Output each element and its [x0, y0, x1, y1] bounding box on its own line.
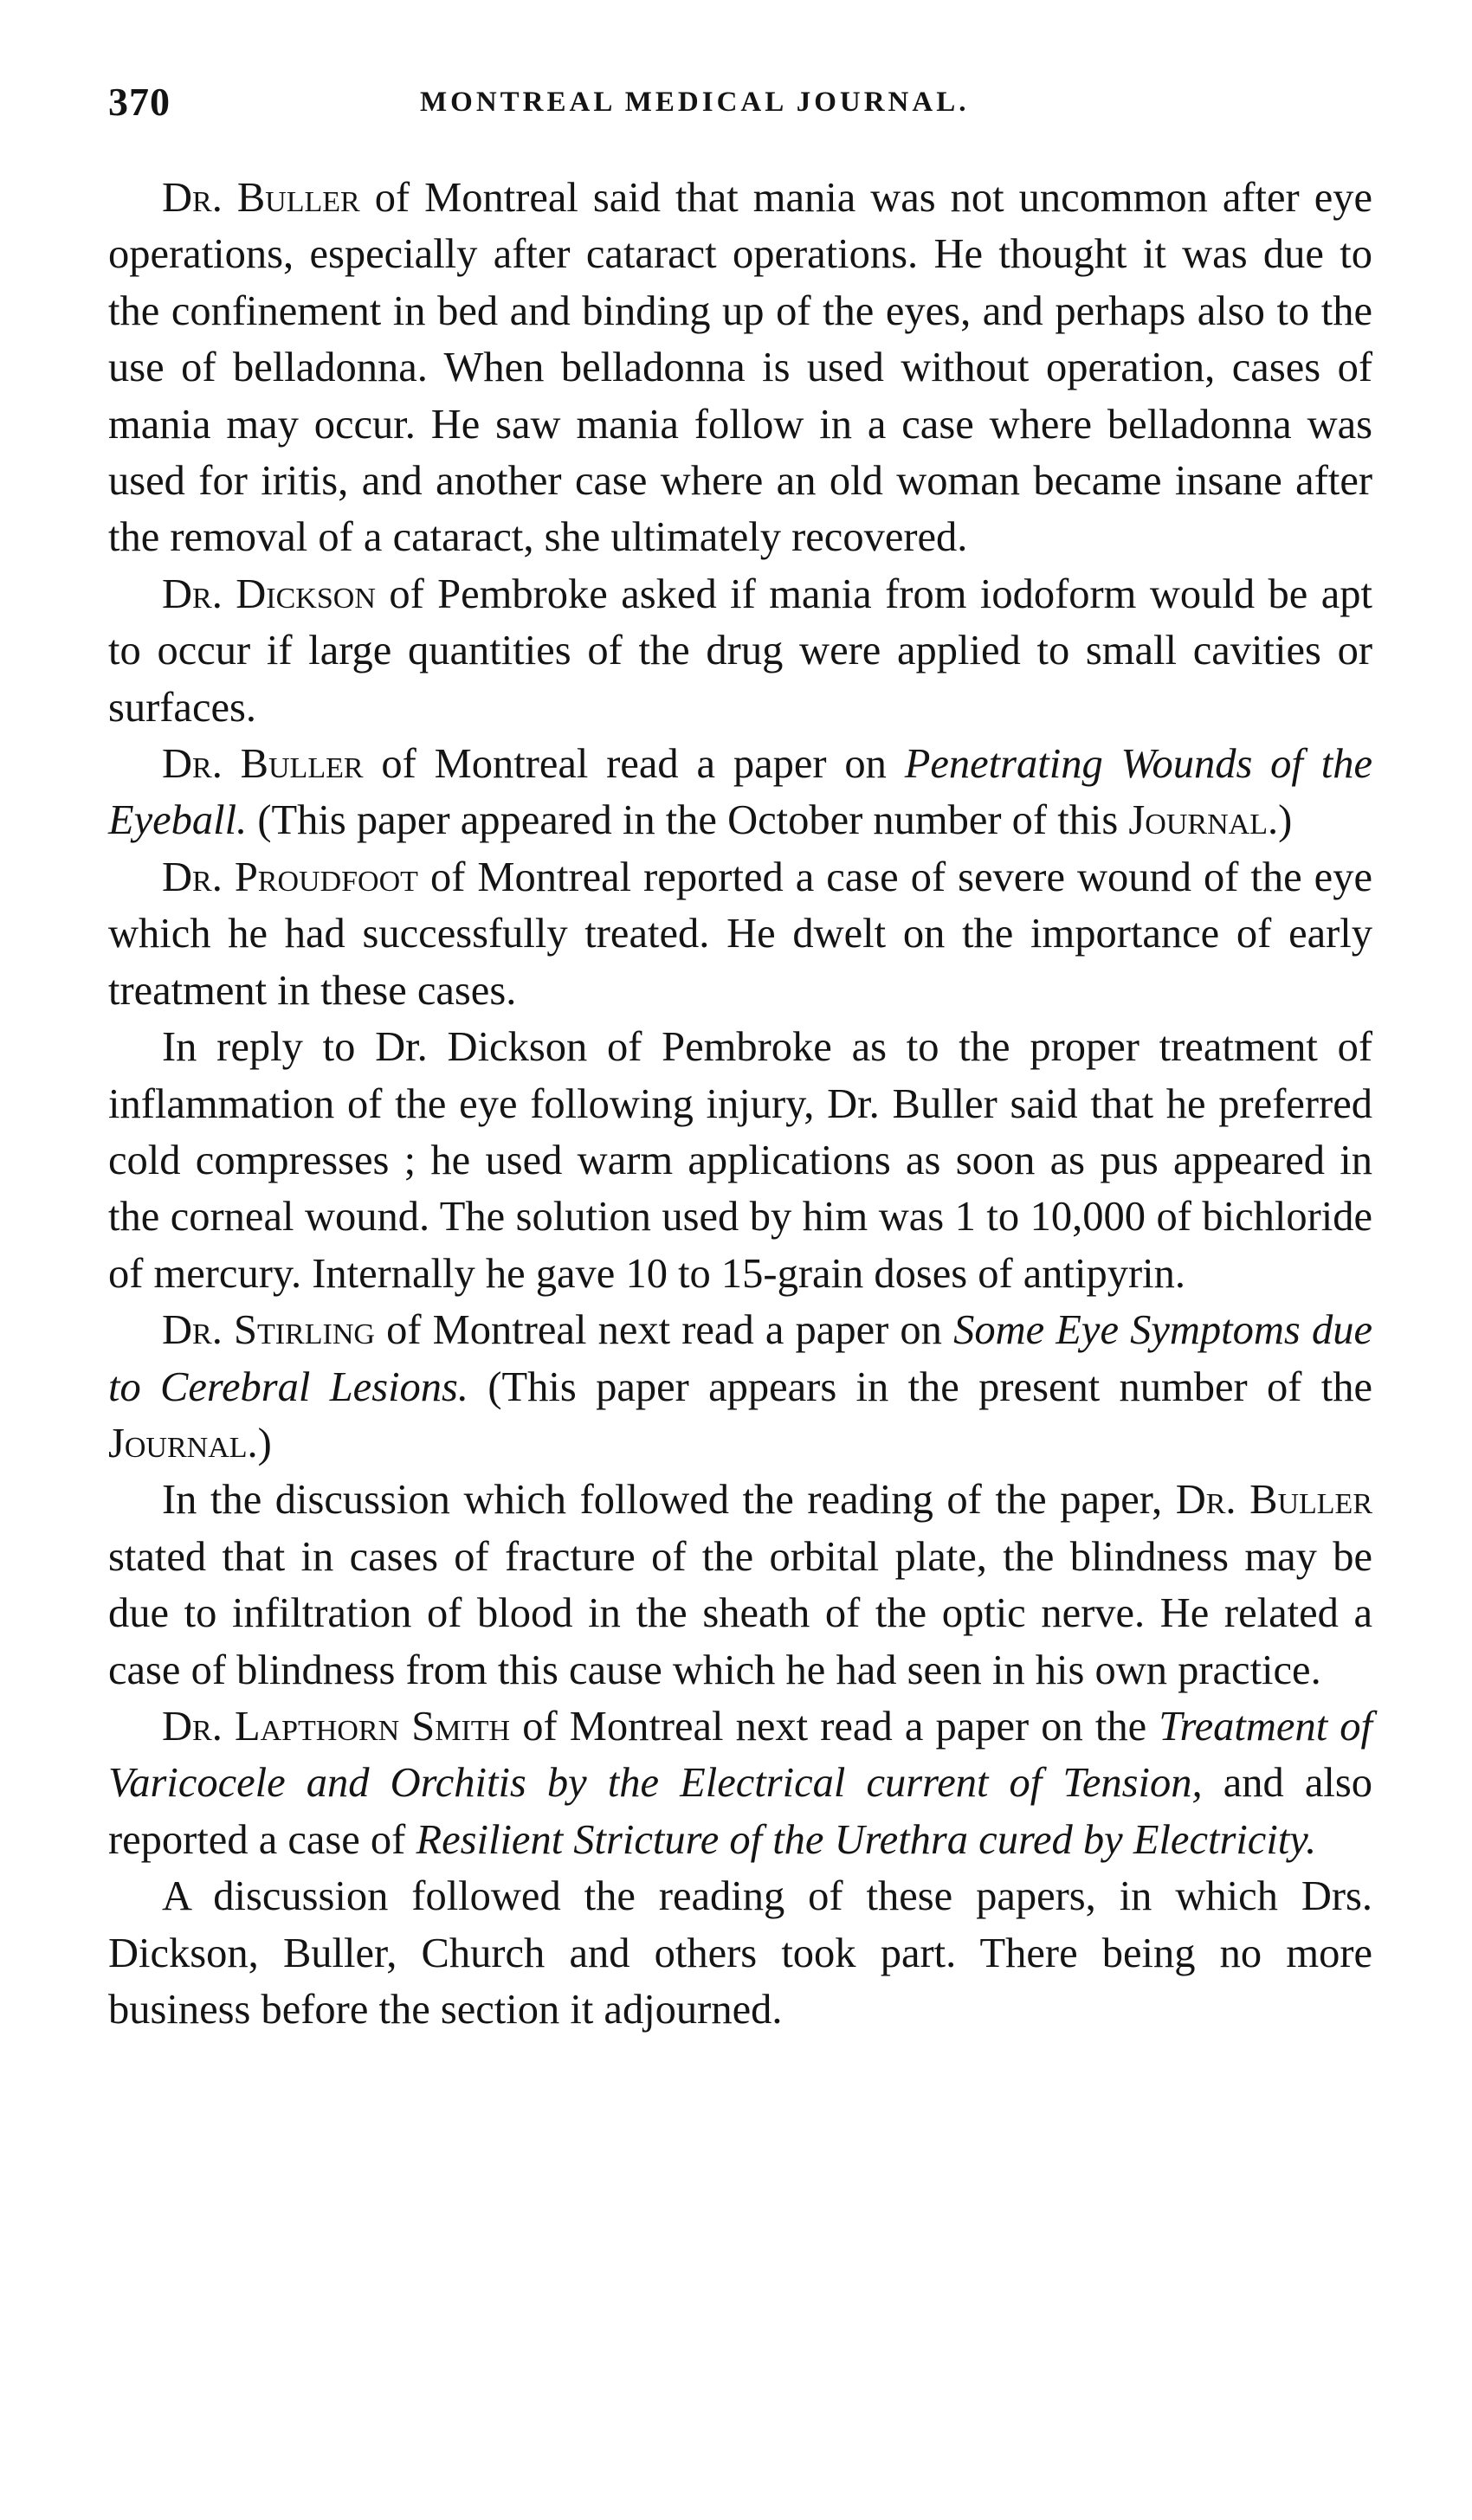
paragraph-text: of Montreal reported a case of severe wound of the eye which he had successfully treated. He dwelt on the importance of early treatment in these cases.: [108, 854, 1372, 1014]
paragraph-buller-mania: [108, 170, 1372, 566]
running-head: MONTREAL MEDICAL JOURNAL.: [420, 87, 970, 118]
paragraph-text: (This paper appeared in the October number of this: [247, 797, 1129, 844]
speaker-name: Dr. Buller: [162, 741, 364, 788]
speaker-name: Dr. Stirling: [162, 1307, 375, 1354]
paragraph-text: In the discussion which followed the reading of the paper,: [162, 1477, 1176, 1524]
paper-title: Some Eye Symptoms due to Cerebral Lesions.: [108, 1307, 1372, 1410]
paragraph-text: and also reported a case of: [108, 1760, 1372, 1863]
paragraph-lapthorn-smith: [108, 1698, 1372, 1868]
page-header: [108, 76, 1372, 128]
paragraph-discussion-buller: [108, 1472, 1372, 1698]
paragraph-text: (This paper appears in the present number of the: [468, 1363, 1372, 1410]
paper-title: Resilient Stricture of the Urethra cured by Electricity.: [416, 1816, 1317, 1863]
paper-title: Penetrating Wounds of the Eyeball.: [108, 741, 1372, 844]
paragraph-text: of Montreal next read a paper on: [374, 1307, 954, 1354]
paragraph-dickson-iodoform: [108, 566, 1372, 736]
journal-name: Journal: [1128, 797, 1268, 844]
paragraph-text: of Montreal read a paper on: [363, 741, 905, 788]
paragraph-stirling: [108, 1302, 1372, 1472]
speaker-name: Dr. Dickson: [162, 570, 376, 617]
paragraph-proudfoot: [108, 849, 1372, 1019]
paragraph-text: A discussion followed the reading of these papers, in which Drs. Dickson, Buller, Church and others took part. There being no more business before the section it adjourned.: [108, 1873, 1372, 2033]
paragraph-text: of Montreal next read a paper on the: [510, 1703, 1159, 1750]
paper-title: Treatment of Varicocele and Orchitis by the Electrical current of Tension,: [108, 1703, 1373, 1807]
paragraph-text: .): [247, 1420, 272, 1466]
page-number: 370: [108, 80, 171, 124]
paragraph-text: stated that in cases of fracture of the orbital plate, the blindness may be due to infiltration of blood in the sheath of the optic nerve. He related a case of blindness from this cause which he had seen in his own practice.: [108, 1533, 1372, 1693]
speaker-name: Dr. Lapthorn Smith: [162, 1703, 511, 1750]
paragraph-reply-dickson: [108, 1019, 1372, 1302]
paragraph-text: of Pembroke asked if mania from iodoform would be apt to occur if large quantities of the drug were applied to small cavities or surfaces.: [108, 570, 1372, 731]
article-body: [108, 170, 1372, 2038]
paragraph-buller-paper: [108, 736, 1372, 849]
paragraph-text: In reply to Dr. Dickson of Pembroke as to the proper treatment of inflammation of the eye following injury, Dr. Buller said that he preferred cold compresses ; he used warm applications as soon as pus appeared in the corneal wound. The solution used by him was 1 to 10,000 of bichloride of mercury. Internally he gave 10 to 15-grain doses of antipyrin.: [108, 1024, 1372, 1297]
paragraph-text: .): [1267, 797, 1293, 844]
journal-name: Journal: [108, 1420, 248, 1466]
paragraph-text: of Montreal said that mania was not uncommon after eye operations, especially after cataract operations. He thought it was due to the confinement in bed and binding up of the eyes, and perhaps also to the use of belladonna. When belladonna is used without operation, cases of mania may occur. He saw mania follow in a case where belladonna was used for iritis, and another case where an old woman became insane after the removal of a cataract, she ultimately recovered.: [108, 175, 1372, 561]
paragraph-closing: [108, 1868, 1372, 2038]
speaker-name: Dr. Buller: [162, 175, 360, 221]
speaker-name: Dr. Buller: [1175, 1477, 1372, 1524]
speaker-name: Dr. Proudfoot: [162, 854, 418, 900]
